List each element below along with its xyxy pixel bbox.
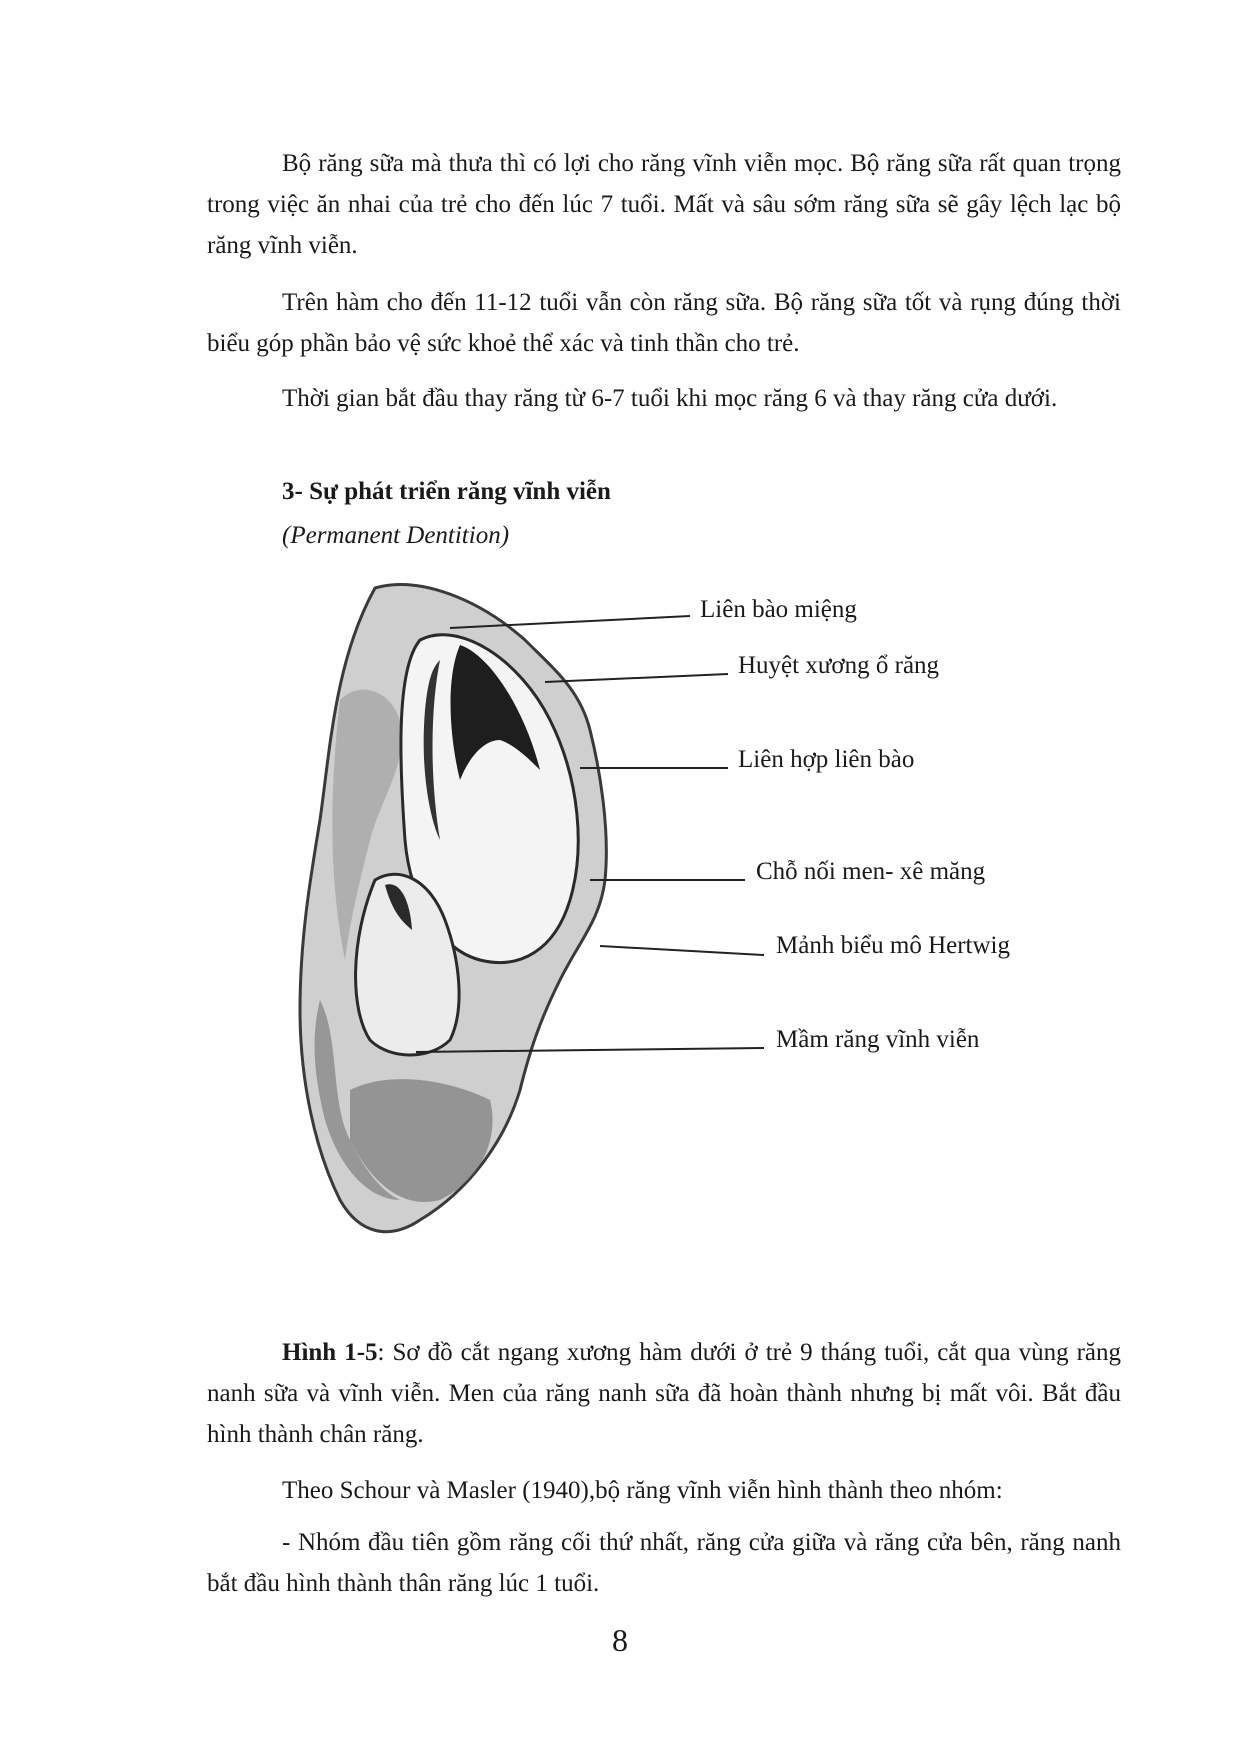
page-number: 8 [612, 1622, 628, 1658]
tooth-cross-section-illustration [280, 580, 1080, 1280]
figure-caption [207, 1332, 1121, 1455]
tooth-cross-section-figure [280, 580, 1080, 1280]
paragraph-4: Theo Schour và Masler (1940),bộ răng vĩnh viễn hình thành theo nhóm: [282, 1477, 1003, 1504]
section-subtitle: (Permanent Dentition) [282, 522, 510, 549]
paragraph-5: - Nhóm đầu tiên gồm răng cối thứ nhất, răng cửa giữa và răng cửa bên, răng nanh bắt đầu hình thành thân răng lúc 1 tuổi. [207, 1529, 1121, 1597]
label-alveolar-crypt: Huyệt xương ổ răng [738, 652, 940, 679]
leader-line-5 [600, 946, 764, 955]
paragraph-3: Thời gian bắt đầu thay răng từ 6-7 tuổi khi mọc răng 6 và thay răng cửa dưới. [282, 385, 1058, 412]
paragraph-2: Trên hàm cho đến 11-12 tuổi vẫn còn răng sữa. Bộ răng sữa tốt và rụng đúng thời biểu góp phần bảo vệ sức khoẻ thể xác và tinh thần cho trẻ. [207, 289, 1121, 357]
label-hertwig-sheath: Mảnh biểu mô Hertwig [776, 932, 1010, 959]
label-oral-epithelium: Liên bào miệng [700, 596, 857, 623]
leader-line-2 [545, 674, 728, 682]
caption-text: : Sơ đồ cắt ngang xương hàm dưới ở trẻ 9 tháng tuổi, cắt qua vùng răng nanh sữa và vĩnh viễn. Men của răng nanh sữa đã hoàn thành nhưng bị mất vôi. Bắt đầu hình thành chân răng. [207, 1339, 1121, 1448]
paragraph-1: Bộ răng sữa mà thưa thì có lợi cho răng vĩnh viễn mọc. Bộ răng sữa rất quan trọng trong việc ăn nhai của trẻ cho đến lúc 7 tuổi. Mất và sâu sớm răng sữa sẽ gây lệch lạc bộ răng vĩnh viễn. [207, 150, 1121, 259]
label-permanent-tooth-germ: Mầm răng vĩnh viễn [776, 1026, 980, 1053]
label-cementoenamel-junction: Chỗ nối men- xê măng [756, 858, 986, 885]
section-title: 3- Sự phát triển răng vĩnh viễn [282, 478, 611, 505]
caption-label: Hình 1-5 [282, 1339, 378, 1366]
label-epithelial-junction: Liên hợp liên bào [738, 746, 915, 773]
